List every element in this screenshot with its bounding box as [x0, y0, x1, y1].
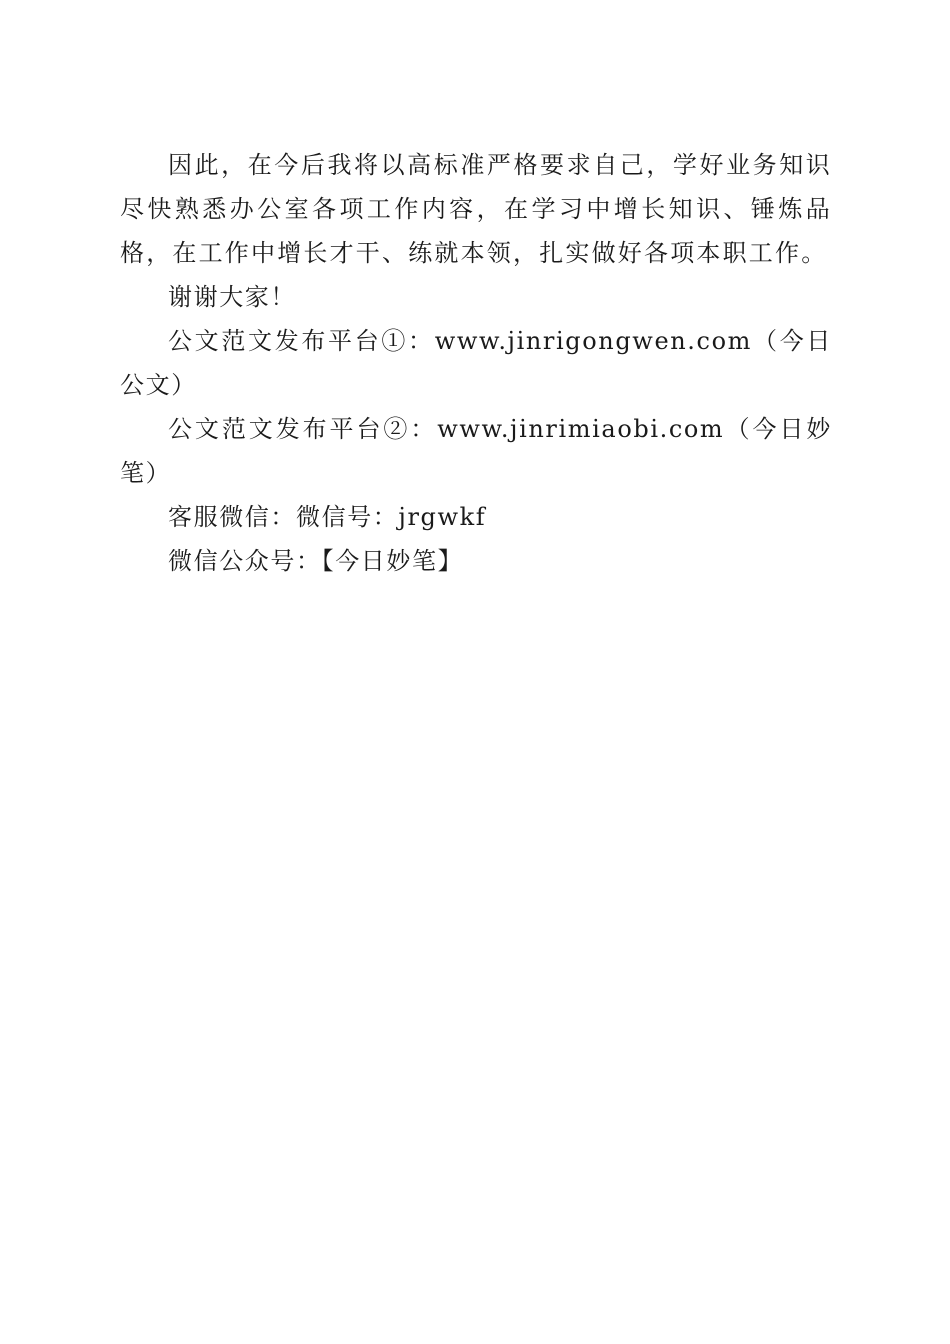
- document-body: [120, 143, 832, 583]
- paragraph-thanks: 谢谢大家！: [168, 283, 296, 311]
- paragraph-conclusion: 因此，在今后我将以高标准严格要求自己，学好业务知识尽快熟悉办公室各项工作内容，在学习中增长知识、锤炼品格，在工作中增长才干、练就本领，扎实做好各项本职工作。: [120, 151, 832, 267]
- paragraph-wechat-service: 客服微信：微信号：jrgwkf: [168, 503, 487, 531]
- paragraph-wechat-official: 微信公众号：【今日妙笔】: [168, 547, 464, 575]
- paragraph-platform-1: 公文范文发布平台①：www.jinrigongwen.com（今日公文）: [120, 327, 832, 399]
- paragraph-platform-2: 公文范文发布平台②：www.jinrimiaobi.com（今日妙笔）: [120, 415, 832, 487]
